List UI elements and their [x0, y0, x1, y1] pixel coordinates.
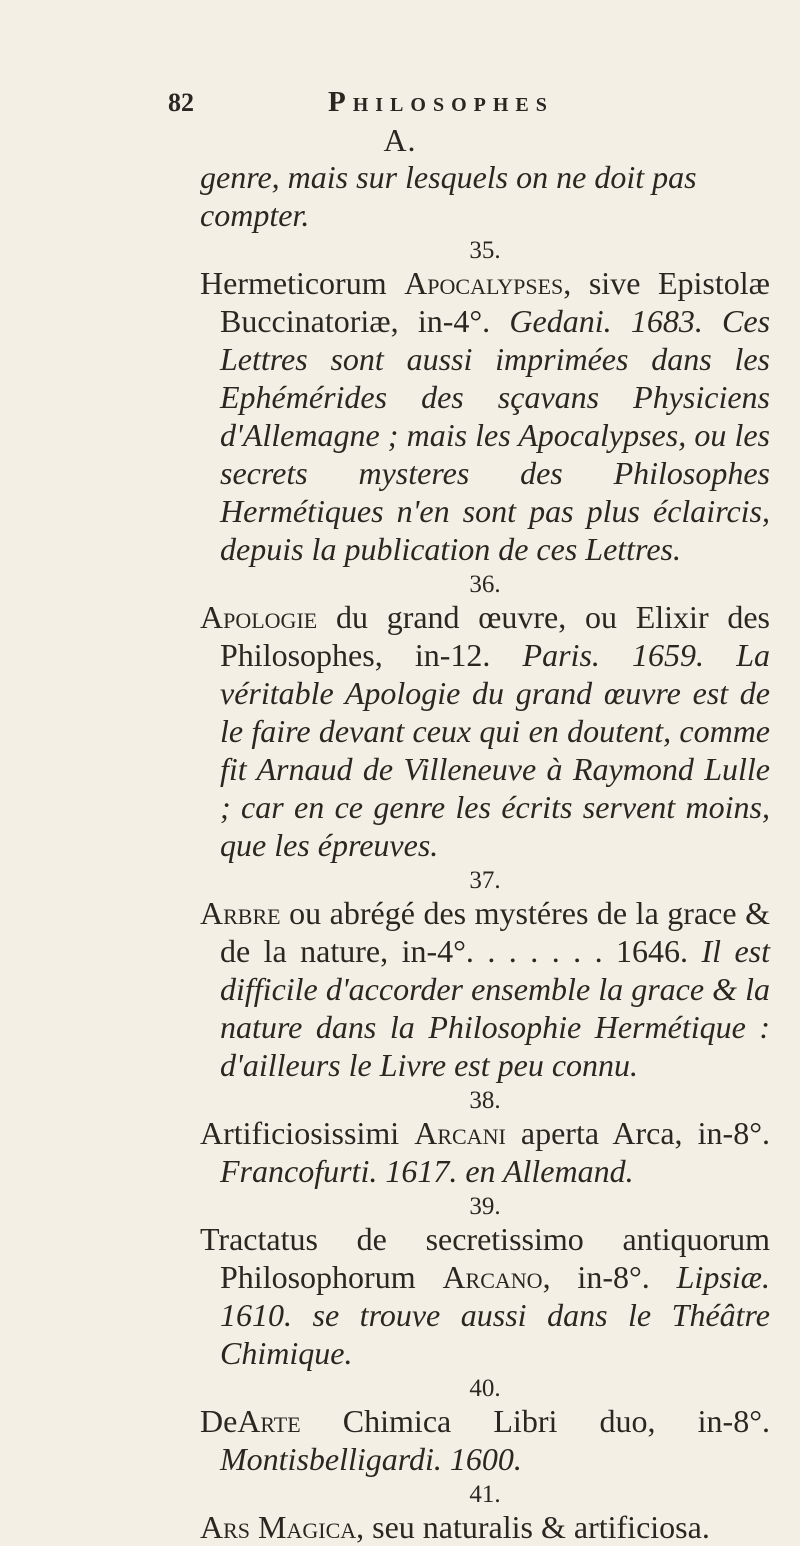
entry-note: en Allemand.: [465, 1153, 634, 1189]
entry-number: 37.: [469, 867, 501, 894]
entry-imprint: Montisbelligardi. 1600.: [220, 1441, 522, 1477]
entry-title-lead: Tractatus de secretissimo antiquorum Philosophorum: [200, 1221, 770, 1295]
entry-imprint: Gedani. 1683.: [509, 303, 703, 339]
catalogue-entry: [200, 1220, 770, 1372]
entry-number: 35.: [469, 237, 501, 264]
entry-title-lead: Hermeticorum: [200, 265, 387, 301]
catalogue-text: [200, 158, 770, 1546]
entry-note: Ces Lettres sont aussi imprimées dans les Ephémérides des sçavans Physiciens d'Allemagne ; mais les Apocalypses, ou les secrets mysteres des Philosophes Hermétiques n'en sont pas plus éclaircis, depuis la publication de ces Lettres.: [220, 303, 771, 567]
entry-imprint: Francofurti. 1617.: [220, 1153, 458, 1189]
entry-title-keyword: Ars Magica: [200, 1509, 357, 1545]
page-number: 82: [168, 88, 194, 117]
catalogue-entry: [200, 1508, 770, 1546]
entry-title-keyword: Apologie: [200, 599, 318, 635]
entry-title-keyword: Arte: [237, 1403, 301, 1439]
entry-title-rest: , seu naturalis & artificiosa.: [356, 1509, 710, 1545]
entry-imprint: 1646.: [616, 933, 689, 969]
entry-title-rest: , in-8°.: [542, 1259, 650, 1295]
entry-number: 41.: [469, 1481, 501, 1508]
entry-title-lead: De: [200, 1403, 238, 1439]
running-head: Philosophes: [328, 86, 554, 118]
catalogue-entry: [200, 598, 770, 864]
entry-title-rest: du grand œuvre, ou Elixir des Philosophes, in-12.: [220, 599, 770, 673]
entry-imprint: Paris. 1659.: [522, 637, 705, 673]
entry-title-rest: ou abrégé des mystéres de la grace & de la nature, in-4°. . . . . . .: [220, 895, 770, 969]
catalogue-entry: [200, 894, 770, 1084]
catalogue-entry: [200, 264, 770, 568]
entry-title-keyword: Arcano: [442, 1259, 543, 1295]
entry-title-rest: , sive Epistolæ Buccinatoriæ, in-4°.: [220, 265, 770, 339]
entry-title-rest: aperta Arca, in-8°.: [505, 1115, 771, 1151]
entry-number: 40.: [469, 1375, 501, 1402]
section-letter: A.: [383, 122, 417, 158]
entry-title-keyword: Arbre: [200, 895, 281, 931]
entry-number: 38.: [469, 1087, 501, 1114]
entry-number: 36.: [469, 571, 501, 598]
entry-note: se trouve aussi dans le Théâtre Chimique.: [220, 1297, 771, 1371]
entry-number: 39.: [469, 1193, 501, 1220]
entry-title-lead: Artificiosissimi: [200, 1115, 400, 1151]
catalogue-entry: [200, 1402, 770, 1478]
intro-line: genre, mais sur lesquels on ne doit pas compter.: [200, 159, 697, 233]
entry-imprint: Lipsiæ. 1610.: [220, 1259, 770, 1333]
entry-title-keyword: Arcani: [414, 1115, 506, 1151]
entry-note: Il est difficile d'accorder ensemble la grace & la nature dans la Philosophie Hermétique : d'ailleurs le Livre est peu connu.: [220, 933, 771, 1083]
entry-note: La véritable Apologie du grand œuvre est de le faire devant ceux qui en doutent, comme fit Arnaud de Villeneuve à Raymond Lulle ; car en ce genre les écrits servent moins, que les épreuves.: [220, 637, 770, 863]
entry-title-rest: Chimica Libri duo, in-8°.: [300, 1403, 770, 1439]
entry-title-keyword: Apocalypses: [404, 265, 564, 301]
catalogue-entry: [200, 1114, 770, 1190]
